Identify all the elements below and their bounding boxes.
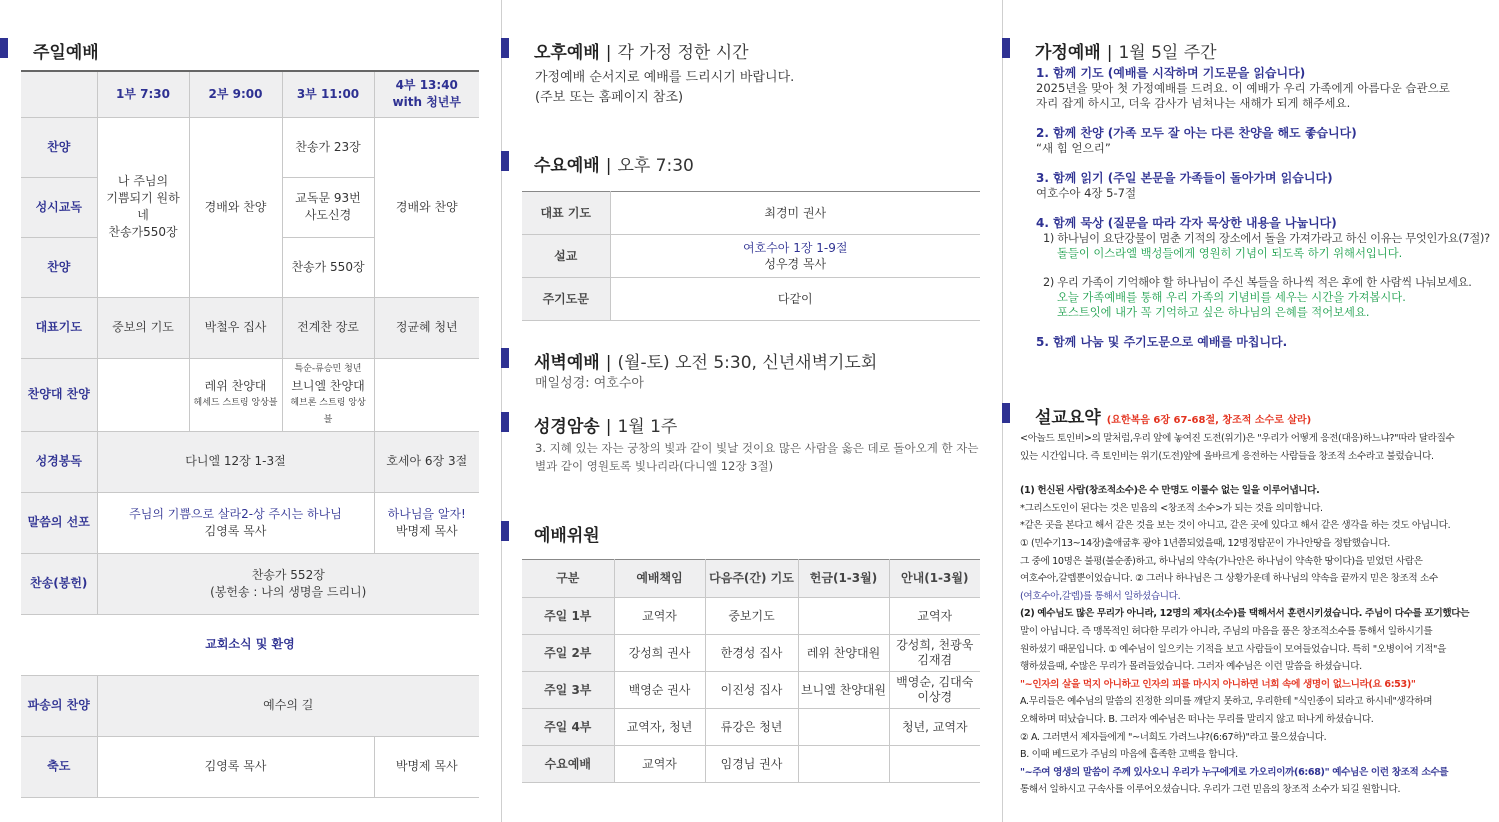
part3-kyodok: 교독문 93번 사도신경 (282, 177, 374, 237)
sunday-service-table: 1부 7:30 2부 9:00 3부 11:00 4부 13:40 with 청년부 찬양 나 주님의 기쁨되기 원하네 찬송가550장 경배와 찬양 찬송가 23장 경배와 찬양 성시교독 교독문 93번 사도신경 찬양 찬송가 550장 대표기도 중보의 기도 박철우 집사 전계찬 장로 정균혜 청년 찬양대 찬양 레위 찬양대 헤세드 스트링 앙상블 특순-류승민 청년 브니엘 찬양대 헤브론 스트링 앙상블 성경봉독 다니엘 12장 1-3절 호세아 6장 3절 말씀의 선포 주님의 기쁨으로 살라2-상 주시는 하나님 김영록 목사 하나님을 알자! 박명제 목사 찬송(봉헌) 찬송가 552장 (봉헌송 : 나의 생명을 드리니) 교회소식 및 환영 파송의 찬양 예수의 길 축도 김영록 목사 박명제 목사 (21, 70, 479, 798)
pm-service-title: 오후예배 | 각 가정 정한 시간 (501, 38, 749, 63)
sendoff-cell: 예수의 길 (97, 675, 479, 736)
part1-opening: 나 주님의 기쁨되기 원하네 찬송가550장 (97, 117, 189, 297)
family-service-title: 가정예배 | 1월 5일 주간 (1002, 38, 1217, 63)
col-header: 1부 7:30 (97, 71, 189, 117)
row-header: 말씀의 선포 (21, 492, 97, 553)
col-header: 2부 9:00 (189, 71, 282, 117)
part3-choir: 특순-류승민 청년 브니엘 찬양대 헤브론 스트링 앙상블 (282, 358, 374, 431)
pm-service-text: 가정예배 순서지로 예배를 드리시기 바랍니다. (주보 또는 홈페이지 참조) (535, 70, 795, 105)
reading-main: 다니엘 12장 1-3절 (97, 431, 374, 492)
offering-cell: 찬송가 552장 (봉헌송 : 나의 생명을 드리니) (97, 553, 479, 614)
part3-praise1: 찬송가 23장 (282, 117, 374, 177)
blessing-main: 김영록 목사 (97, 736, 374, 797)
sermon-summary-title: 설교요약 (요한복음 6장 67-68절, 창조적 소수로 살라) (1002, 403, 1311, 428)
family-step-4: 4. 함께 묵상 (질문을 따라 각자 묵상한 내용을 나눕니다) 1) 하나님이 요단강물이 멈춘 기적의 장소에서 돌을 가져가라고 하신 이유는 무엇인가요(7절)? 돌들이 이스라엘 백성들에게 영원히 기념이 되도록 하기 위해서입니다. 2) 우리 가족이 기억해야 할 하나님이 주신 복들을 하나씩 적은 후에 한 사람씩 나눠보세요. 오늘 가족예배를 통해 우리 가족의 기념비를 세우는 시간을 가져봅시다. 포스트잇에 내가 꼭 기억하고 싶은 하나님의 은혜를 적어보세요. (1036, 216, 1490, 319)
row-header: 성경봉독 (21, 431, 97, 492)
row-header: 축도 (21, 736, 97, 797)
part4-opening: 경배와 찬양 (374, 117, 479, 297)
memory-verse-text: 3. 지혜 있는 자는 궁창의 빛과 같이 빛날 것이요 많은 사람을 옳은 데로 돌아오게 한 자는 별과 같이 영원토록 빛나리라(다니엘 12장 3절) (535, 441, 979, 473)
row-header: 찬양대 찬양 (21, 358, 97, 431)
col-header: 4부 13:40 with 청년부 (374, 71, 479, 117)
row-header: 찬양 (21, 237, 97, 297)
sermon-main: 주님의 기쁨으로 살라2-상 주시는 하나님 김영록 목사 (97, 492, 374, 553)
wed-service-title: 수요예배 | 오후 7:30 (501, 151, 694, 176)
church-news-row: 교회소식 및 환영 (21, 614, 479, 675)
family-step-1: 1. 함께 기도 (예배를 시작하며 기도문을 읽습니다) 2025년을 맞아 첫 가정예배를 드려요. 이 예배가 우리 가족에게 아름다운 습관으로 자리 잡게 하시고, 더욱 감사가 넘쳐나는 새해가 되게 해주세요. (1036, 66, 1450, 110)
part2-choir: 레위 찬양대 헤세드 스트링 앙상블 (189, 358, 282, 431)
row-header: 찬양 (21, 117, 97, 177)
part2-opening: 경배와 찬양 (189, 117, 282, 297)
row-header: 대표기도 (21, 297, 97, 358)
col-header: 3부 11:00 (282, 71, 374, 117)
memory-verse-title: 성경암송 | 1월 1주 (501, 412, 677, 437)
blessing-part4: 박명제 목사 (374, 736, 479, 797)
sermon-part4: 하나님을 알자! 박명제 목사 (374, 492, 479, 553)
column-divider-1 (501, 0, 502, 822)
dawn-text: 매일성경: 여호수아 (535, 376, 644, 391)
sermon-summary-body: <아놀드 토인비>의 말처럼,우리 앞에 놓여진 도전(위기)은 "우리가 어떻게 응전(대응)하느냐?"따라 달라질수 있는 시간입니다. 즉 토인비는 위기(도전)앞에 올바르게 응전하는 사람들을 창조적 소수라고 불렀습니다. (1) 헌신된 사람(창조적소수)은 수 만명도 이룰수 없는 일을 이루어냅니다. *그리스도인이 된다는 것은 믿음의 <창조적 소수>가 되는 것을 의미합니다. *같은 곳을 본다고 해서 같은 것을 보는 것이 아니고, 같은 곳에 있다고 해서 같은 생각을 하는 것도 아닙니다. ① (민수기13~14장)출애굽후 광야 1년쯤되었을때, 12명정탐꾼이 가나안땅을 정탐했습니다. 그 중에 10명은 불평(불순종)하고, 하나님의 약속(가나안은 하나님이 약속한 땅이다)을 믿었던 사람은 여호수아,갈렙뿐이었습니다. ② 그러나 하나님은 그 상황가운데 하나님의 약속을 끝까지 믿은 창조적 소수 (여호수아,갈렙)를 통해서 일하셨습니다. (2) 예수님도 많은 무리가 아니라, 12명의 제자(소수)를 택해서서 훈련시키셨습니다. 주님이 다수를 포기했다는 말이 아닙니다. 즉 맹목적인 허다한 무리가 아니라, 주님의 마음을 품은 창조적소수를 통해서 일하시기를 원하셨기 때문입니다. ① 예수님이 일으키는 기적을 보고 사람들이 모여들었습니다. 특히 "오병이어 기적"을 행하셨을때, 수많은 무리가 몰려들었습니다. 그러자 예수님은 이런 말씀을 하셨습니다. "~인자의 살을 먹지 아니하고 인자의 피를 마시지 아니하면 너희 속에 생명이 없느니라(요 6:53)" A.무리들은 예수님의 말씀의 진정한 의미를 깨닫지 못하고, 우리한테 "식인종이 되라고 하시네"생각하며 오해하며 떠났습니다. B. 그러자 예수님은 떠나는 무리를 말리지 않고 떠나게 하셨습니다. ② A. 그러면서 제자들에게 "~너희도 가려느냐?(6:67하)"라고 물으셨습니다. B. 이때 베드로가 주님의 마음에 흡족한 고백을 합니다. "~주여 영생의 말씀이 주께 있사오니 우리가 누구에게로 가오리이까(6:68)" 예수님은 이런 창조적 소수를 통해서 일하시고 구속사를 이루어오셨습니다. 우리가 그런 믿음의 창조적 소수가 되길 원합니다. (1020, 433, 1470, 796)
committee-title: 예배위원 (501, 521, 600, 546)
family-step-2: 2. 함께 찬양 (가족 모두 잘 아는 다른 찬양을 해도 좋습니다) “새 힘 얻으리” (1036, 126, 1357, 155)
row-header: 성시교독 (21, 177, 97, 237)
family-step-3: 3. 함께 읽기 (주일 본문을 가족들이 돌아가며 읽습니다) 여호수아 4장 5-7절 (1036, 171, 1333, 200)
row-header: 파송의 찬양 (21, 675, 97, 736)
reading-part4: 호세아 6장 3절 (374, 431, 479, 492)
part3-praise2: 찬송가 550장 (282, 237, 374, 297)
row-header: 찬송(봉헌) (21, 553, 97, 614)
family-step-5: 5. 함께 나눔 및 주기도문으로 예배를 마칩니다. (1036, 335, 1288, 349)
wed-service-table: 대표 기도 최경미 권사 설교 여호수아 1장 1-9절 성우경 목사 주기도문 다같이 (522, 191, 980, 321)
dawn-service-title: 새벽예배 | (월-토) 오전 5:30, 신년새벽기도회 (501, 348, 877, 373)
committee-table: 구분 예배책임 다음주(간) 기도 헌금(1-3월) 안내(1-3월) 주일 1부 교역자 중보기도 교역자 주일 2부 강성희 권사 한경성 집사 레위 찬양대원 강성희, 천광욱 김재겸 주일 3부 백영순 권사 이진성 집사 브니엘 찬양대원 백영순, 김대숙 이상경 주일 4부 교역자, 청년 류강은 청년 청년, 교역자 수요예배 교역자 임경님 권사 (522, 559, 980, 783)
sunday-service-title: 주일예배 (0, 38, 99, 63)
